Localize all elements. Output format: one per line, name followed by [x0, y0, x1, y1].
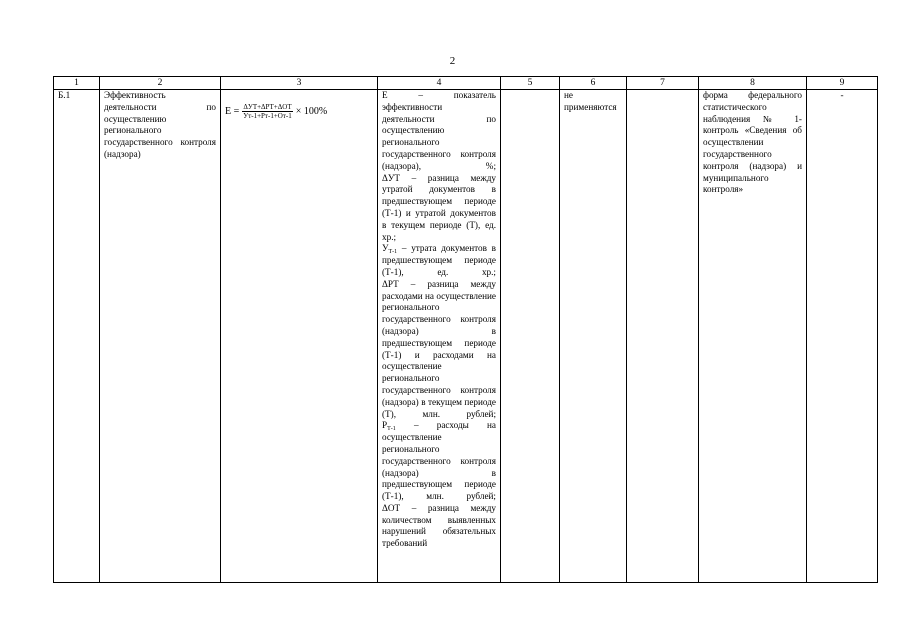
formula: [225, 103, 373, 121]
table-row: [54, 90, 878, 583]
description-paragraph: [382, 243, 496, 278]
formula-fraction: [242, 103, 292, 121]
description-paragraph: [382, 420, 496, 503]
variable-p: Р: [382, 420, 388, 431]
header-cell-4: 4: [378, 77, 501, 90]
applicability-cell: не применяются: [560, 90, 627, 583]
indicator-name-cell: Эффективность деятельности по осуществлению регионального государственного контроля (надзора): [100, 90, 221, 583]
formula-rhs: × 100%: [295, 106, 328, 118]
col7-cell: [627, 90, 699, 583]
description-text: – расходы на осуществление регионального государственного контроля (надзора) в предшествующем периоде (Т-1), млн. рублей;: [382, 420, 496, 502]
header-cell-1: 1: [54, 77, 100, 90]
col9-cell: -: [807, 90, 878, 583]
header-cell-9: 9: [807, 77, 878, 90]
formula-cell: [221, 90, 378, 583]
page-number: 2: [449, 55, 456, 67]
description-cell: [378, 90, 501, 583]
description-paragraph: ΔУТ – разница между утратой документов в предшествующем периоде (Т-1) и утратой документов в текущем периоде (Т), ед. хр.;: [382, 172, 496, 242]
description-paragraph: Е – показатель эффективности деятельности по осуществлению регионального государственного контроля (надзора), %;: [382, 90, 496, 171]
description-paragraph: ΔРТ – разница между расходами на осуществление регионального государственного контроля (надзора) в предшествующем периоде (Т-1) и расходами на осуществление регионального государственного контроля (надзора) в текущем периоде (Т), млн. рублей;: [382, 278, 496, 419]
row-id-cell: Б.1: [54, 90, 100, 583]
formula-denominator: Ут-1+Рт-1+От-1: [243, 112, 292, 120]
formula-lhs: E =: [225, 106, 240, 118]
header-cell-7: 7: [627, 77, 699, 90]
description-paragraph: ΔОТ – разница между количеством выявленных нарушений обязательных требований: [382, 502, 496, 549]
header-cell-5: 5: [501, 77, 560, 90]
header-cell-3: 3: [221, 77, 378, 90]
header-cell-8: 8: [699, 77, 807, 90]
header-cell-2: 2: [100, 77, 221, 90]
col5-cell: [501, 90, 560, 583]
indicator-table: [53, 76, 878, 583]
subscript-t1: Т-1: [387, 426, 396, 433]
header-cell-6: 6: [560, 77, 627, 90]
header-row: [54, 77, 878, 90]
subscript-t1: Т-1: [388, 249, 398, 256]
data-source-cell: форма федерального статистического наблюдения № 1-контроль «Сведения об осуществлении государственного контроля (надзора) и муниципального контроля»: [699, 90, 807, 583]
description-text: – утрата документов в предшествующем периоде (Т-1), ед. хр.;: [382, 243, 496, 277]
formula-numerator: ΔУТ+ΔРТ+ΔОТ: [243, 103, 292, 111]
variable-u: У: [382, 243, 389, 254]
